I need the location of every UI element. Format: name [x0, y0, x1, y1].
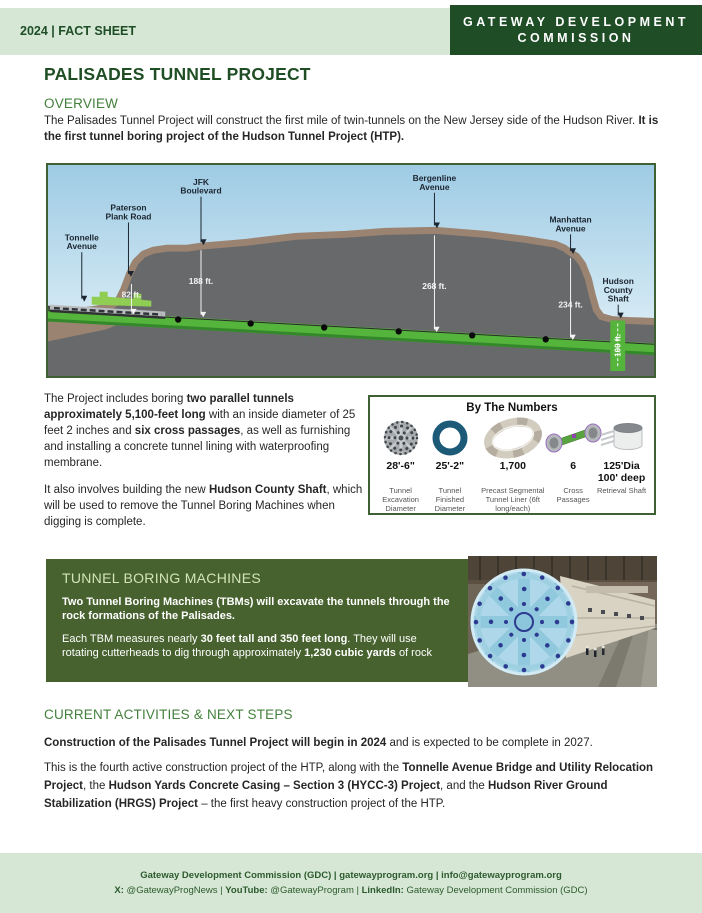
- stat-label: Precast Segmental Tunnel Liner (6ft long/each): [481, 486, 545, 513]
- current-paragraph-1: Construction of the Palisades Tunnel Project will begin in 2024 and is expected to be complete in 2027.: [44, 737, 593, 749]
- current-paragraph-2: This is the fourth active construction project of the HTP, along with the Tonnelle Avenue Bridge and Utility Relocation Project, the Hudson Yards Concrete Casing – Section 3 (HYCC-3) Project, and the Hudson River Ground Stabilization (HRGS) Project – the first heavy construction project of the HTP.: [44, 762, 654, 810]
- shaft-label-1: Hudson: [602, 275, 634, 286]
- stat-excavation-diameter: [376, 416, 425, 513]
- stat-cross-passages: [551, 416, 595, 513]
- tbm-paragraph-1: Two Tunnel Boring Machines (TBMs) will excavate the tunnels through the rock formations of the Palisades.: [62, 596, 450, 622]
- gdc-logo: [450, 5, 702, 55]
- stat-label: Tunnel Excavation Diameter: [382, 486, 419, 513]
- project-description: [44, 391, 364, 541]
- fact-sheet-label: 2024 | FACT SHEET: [20, 24, 137, 38]
- footer: [0, 853, 702, 913]
- stat-value: 125'Dia: [603, 460, 640, 472]
- street-tonnelle-1: Tonnelle: [64, 232, 99, 243]
- stat-segmental-liner: [475, 416, 552, 513]
- shaft-depth-label: 100 ft.: [613, 333, 623, 357]
- tbm-photo: [468, 556, 657, 687]
- page-title: PALISADES TUNNEL PROJECT: [44, 64, 311, 84]
- street-jfk-1: JFK: [193, 176, 209, 187]
- stat-retrieval-shaft: [595, 416, 648, 513]
- current-activities-heading: CURRENT ACTIVITIES & NEXT STEPS: [44, 707, 293, 722]
- stat-label: Retrieval Shaft: [596, 486, 647, 495]
- tbm-heading: TUNNEL BORING MACHINES: [62, 570, 261, 586]
- footer-contact-line: Gateway Development Commission (GDC) | gatewayprogram.org | info@gatewayprogram.org: [140, 870, 562, 881]
- tunnel-profile-svg: [48, 165, 654, 376]
- footer-social-line: X: @GatewayProgNews | YouTube: @GatewayProgram | LinkedIn: Gateway Development Commission (GDC): [114, 885, 588, 896]
- logo-line2: COMMISSION: [517, 31, 635, 45]
- stat-value: 28'-6": [386, 460, 415, 472]
- street-tonnelle-2: Avenue: [66, 241, 97, 252]
- project-paragraph-2: It also involves building the new Hudson County Shaft, which will be used to remove the Tunnel Boring Machines when digging is complete.: [44, 484, 363, 528]
- stat-label: Tunnel Finished Diameter: [434, 486, 466, 513]
- retrieval-shaft-icon: [599, 416, 645, 460]
- street-paterson-2: Plank Road: [105, 211, 152, 222]
- finished-ring-icon: [430, 416, 470, 460]
- segmental-liner-icon: [482, 416, 544, 460]
- stat-value2: 100' deep: [597, 472, 646, 484]
- street-paterson-1: Paterson: [110, 202, 147, 213]
- project-paragraph-1: The Project includes boring two parallel tunnels approximately 5,100-feet long with an inside diameter of 25 feet 2 inches and six cross passages, as well as furnishing and installing a concrete tunnel lining with waterproofing membrane.: [44, 393, 356, 469]
- shaft-label-3: Shaft: [607, 293, 629, 304]
- tbm-paragraph-2: Each TBM measures nearly 30 feet tall and 350 feet long. They will use rotating cutterheads to dig through approximately 1,230 cubic yards of rock: [62, 633, 432, 659]
- street-bergenline-2: Avenue: [419, 181, 450, 192]
- depth-bergenline: 268 ft.: [422, 280, 447, 291]
- street-manhattan-2: Avenue: [555, 223, 586, 234]
- stat-finished-diameter: [425, 416, 474, 513]
- shaft-label-2: County: [603, 284, 633, 295]
- depth-manhattan: 234 ft.: [558, 299, 583, 310]
- stat-value: 1,700: [499, 460, 526, 472]
- logo-line1: GATEWAY DEVELOPMENT: [462, 15, 689, 29]
- stat-label: Cross Passages: [556, 486, 590, 504]
- tbm-cutterhead-icon: [381, 416, 421, 460]
- overview-paragraph: The Palisades Tunnel Project will construct the first mile of twin-tunnels on the New Jersey side of the Hudson River. It is the first tunnel boring project of the Hudson Tunnel Project (HTP).: [44, 115, 659, 143]
- overview-heading: OVERVIEW: [44, 96, 119, 111]
- stat-value: 6: [570, 460, 577, 472]
- tunnel-profile-diagram: [46, 163, 656, 378]
- street-manhattan-1: Manhattan: [549, 214, 592, 225]
- stat-value: 25'-2": [435, 460, 465, 472]
- by-the-numbers-title: By The Numbers: [466, 402, 558, 414]
- street-bergenline-1: Bergenline: [412, 172, 457, 183]
- depth-jfk: 188 ft.: [188, 275, 214, 286]
- street-jfk-2: Boulevard: [180, 185, 222, 196]
- depth-paterson: 82 ft.: [121, 289, 142, 300]
- by-the-numbers-box: [368, 395, 656, 515]
- stats-row: [370, 414, 654, 513]
- cross-passage-icon: [543, 416, 603, 460]
- tbm-section: [46, 559, 469, 682]
